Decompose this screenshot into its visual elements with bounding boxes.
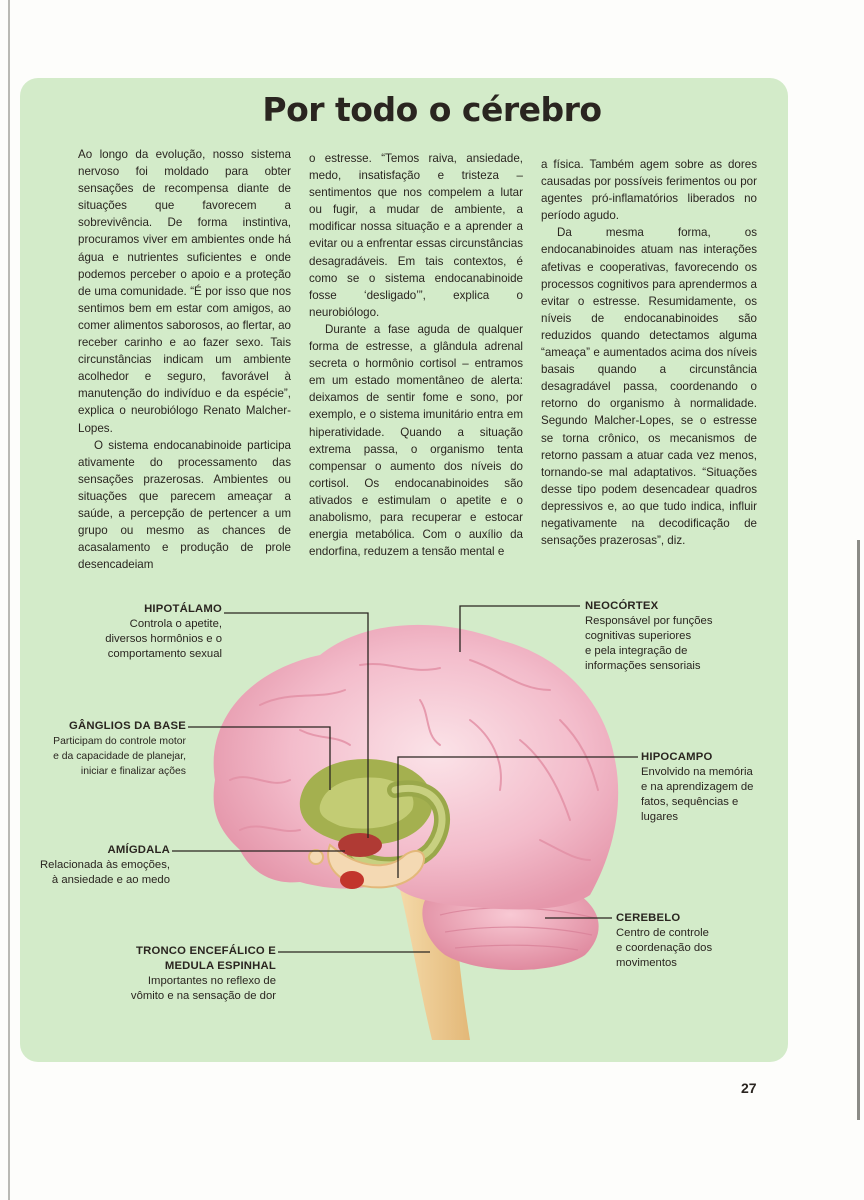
label-line: fatos, sequências e <box>641 796 739 808</box>
paragraph: O sistema endocanabinoide participa ativamente do processamento das sensações prazerosas. Ambientes ou situações que parecem ameaçar a saúde, a percepção de pertencer a um grupo ou mesmo as chances de acasalamento e produção de prole desencadeiam <box>78 438 291 572</box>
label-head: MEDULA ESPINHAL <box>164 960 276 972</box>
label-line: Relacionada às emoções, <box>40 859 170 871</box>
label-line: comportamento sexual <box>107 648 222 660</box>
label-head: HIPOCAMPO <box>641 751 713 763</box>
page-number: 27 <box>741 1080 757 1096</box>
label-line: lugares <box>641 811 679 823</box>
label-head: NEOCÓRTEX <box>585 600 659 612</box>
label-head: GÂNGLIOS DA BASE <box>68 720 186 732</box>
label-cerebelo <box>616 911 746 971</box>
label-head: CEREBELO <box>616 912 681 924</box>
label-amigdala <box>30 843 170 888</box>
paragraph: Ao longo da evolução, nosso sistema nervoso foi moldado para obter sensações de recompensa diante de situações que favorecem a sobrevivência. De forma instintiva, procuramos viver em ambientes onde há água e nutrientes suficientes e onde podemos perceber o apoio e a proteção de uma comunidade. “É por isso que nos sentimos bem em estar com amigos, ao comer alimentos saborosos, ao flertar, ao receber carinho e ao fazer sexo. Tais circunstâncias indicam um ambiente acolhedor e seguro, favorável à manutenção do indivíduo e da espécie”, explica o neurobiólogo Renato Malcher-Lopes. <box>78 148 291 435</box>
label-line: Envolvido na memória <box>641 766 753 778</box>
paragraph: o estresse. “Temos raiva, ansiedade, medo, insatisfação e tristeza – sentimentos que nos compelem a lutar ou fugir, a mudar de ambiente, a modificar nossa situação e a aprender a evitar ou a enfrentar essas circunstâncias desagradáveis. Em tais contextos, é como se o sistema endocanabinoide fosse ‘desligado’”, explica o neurobiólogo. <box>309 152 523 319</box>
label-line: Responsável por funções <box>585 615 713 627</box>
label-line: movimentos <box>616 957 677 969</box>
label-line: e coordenação dos <box>616 942 713 954</box>
label-line: Participam do controle motor <box>53 736 186 747</box>
label-line: Centro de controle <box>616 927 709 939</box>
label-ganglios <box>20 719 186 779</box>
label-line: diversos hormônios e o <box>105 633 222 645</box>
paragraph: Durante a fase aguda de qualquer forma de estresse, a glândula adrenal secreta o hormônio cortisol – entramos em um estado momentâneo de alerta: deixamos de sentir fome e sono, por exemplo, e o sistema imunitário entra em hiperatividade. Quando a situação extrema passa, o organismo tenta compensar o aumento dos níveis do cortisol. Os endocanabinoides são ativados e estimulam o apetite e o anabolismo, para recuperar e estocar energia metabólica. Com o auxílio da endorfina, reduzem a tensão mental e <box>309 322 523 559</box>
label-line: iniciar e finalizar ações <box>80 766 186 777</box>
label-line: à ansiedade e ao medo <box>51 874 170 886</box>
label-line: e na aprendizagem de <box>641 781 754 793</box>
label-line: Importantes no reflexo de <box>147 975 276 987</box>
hypothalamus <box>338 833 382 857</box>
label-hipotalamo <box>84 602 222 662</box>
paragraph: Da mesma forma, os endocanabinoides atuam nas interações afetivas e cooperativas, favorecendo os processos cognitivos para aprendermos a evitar o estresse. Resumidamente, os níveis de endocanabinoides são reduzidos quando detectamos alguma “ameaça” e aumentados acima dos níveis basais quando a circunstância desagradável passa, coordenando o retorno do organismo à normalidade. Segundo Malcher-Lopes, se o estresse se torna crônico, os mecanismos de retorno passam a atuar cada vez menos, tornando-se mal adaptativos. “Situações desse tipo podem desencadear quadros depressivos e, ao que tudo indica, influir negativamente na decodificação de sensações prazerosas”, diz. <box>541 226 757 548</box>
label-line: vômito e na sensação de dor <box>130 990 276 1002</box>
label-head: TRONCO ENCEFÁLICO E <box>136 945 276 957</box>
label-line: cognitivas superiores <box>585 630 692 642</box>
label-head: AMÍGDALA <box>107 844 170 856</box>
label-hipocampo <box>641 750 771 825</box>
label-line: e da capacidade de planejar, <box>53 751 186 762</box>
label-tronco <box>96 944 276 1004</box>
label-line: informações sensoriais <box>585 660 701 672</box>
label-head: HIPOTÁLAMO <box>144 603 222 615</box>
page-title: Por todo o cérebro <box>262 90 602 129</box>
paragraph: a física. Também agem sobre as dores causadas por possíveis ferimentos ou por agentes pró-inflamatórios liberados no período agudo. <box>541 158 757 223</box>
label-line: e pela integração de <box>585 645 688 657</box>
label-neocortex <box>585 599 735 674</box>
label-line: Controla o apetite, <box>129 618 222 630</box>
amygdala <box>340 871 364 889</box>
